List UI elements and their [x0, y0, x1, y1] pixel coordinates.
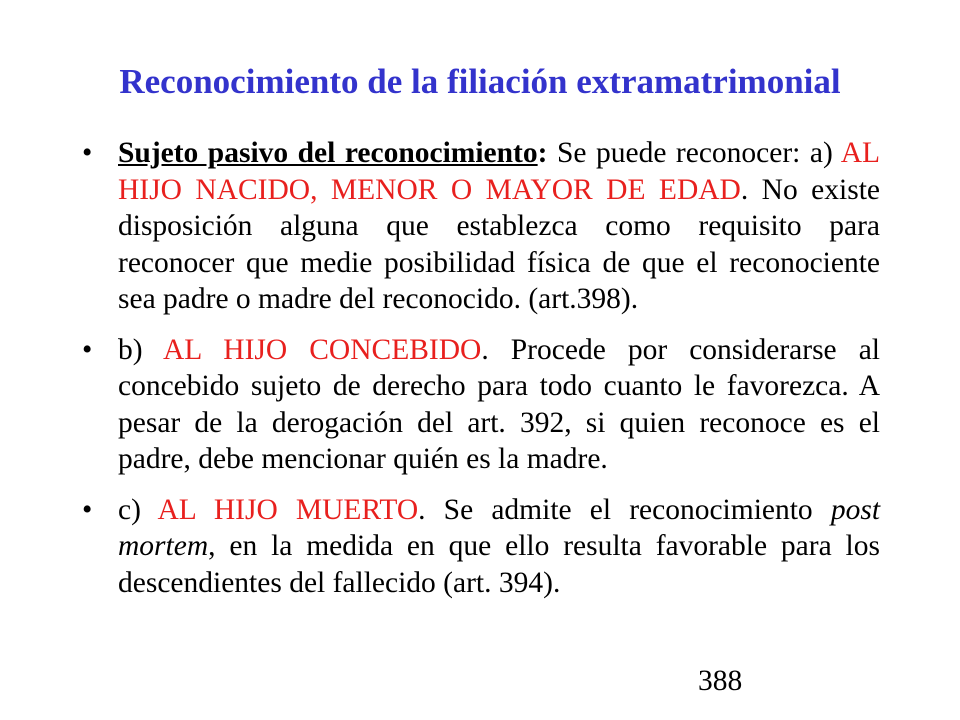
bullet-text: . Procede por considerarse al concebido sujeto de derecho para todo cuanto le favorezca. A pesar de la derogación del art. 392, si quien reconoce es el padre, debe mencionar quién es la madre. [118, 333, 880, 475]
bullet-text: . No existe disposición alguna que establezca como requisito para reconocer que medie posibilidad física de que el reconociente sea padre o madre del reconocido. (art.398). [118, 173, 880, 315]
bullet-text: , en la medida en que ello resulta favorable para los descendientes del fallecido (art. 394). [118, 530, 880, 599]
bullet-lead-colon: : [537, 137, 548, 169]
bullet-prefix: b) [118, 333, 163, 366]
bullet-item [82, 492, 880, 602]
bullet-text: Se puede reconocer: a) [547, 137, 841, 169]
bullet-marker: • [82, 493, 93, 526]
bullet-highlight: AL HIJO CONCEBIDO [163, 333, 482, 366]
bullet-italic-term: post mortem [118, 493, 881, 562]
slide-title: Reconocimiento de la filiación extramatrimonial [119, 62, 841, 101]
bullet-item [82, 135, 880, 318]
bullet-marker: • [82, 333, 93, 366]
bullet-highlight: AL HIJO MUERTO [157, 493, 419, 526]
bullet-marker: • [82, 137, 93, 169]
bullet-prefix: c) [118, 493, 158, 526]
page-number: 388 [698, 665, 743, 697]
bullet-text: . Se admite el reconocimiento [418, 493, 831, 526]
bullet-lead-heading: Sujeto pasivo del reconocimiento [118, 137, 538, 169]
bullet-list [82, 135, 880, 601]
bullet-highlight: AL HIJO NACIDO, MENOR O MAYOR DE EDAD [118, 137, 881, 206]
bullet-item [82, 332, 880, 478]
